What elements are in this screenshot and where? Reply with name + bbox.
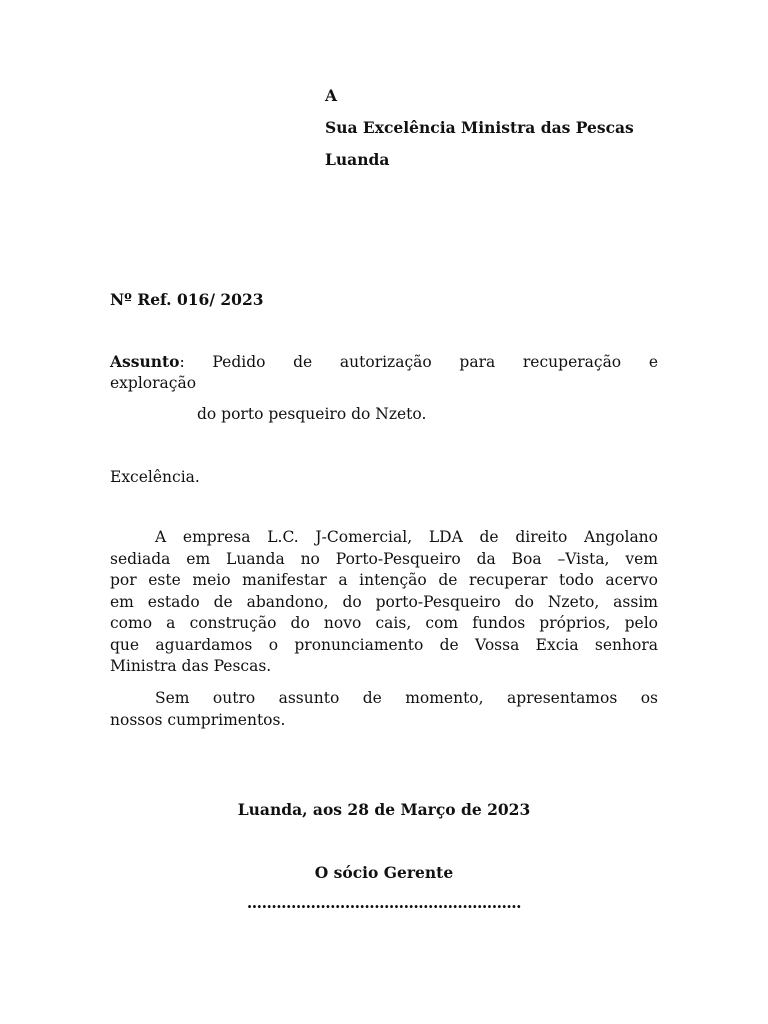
paragraph-line: nossos cumprimentos.: [110, 710, 286, 729]
subject-line-3: do porto pesqueiro do Nzeto.: [197, 405, 427, 423]
body-paragraph-2: [110, 688, 658, 731]
paragraph-line: como a construção do novo cais, com fundos próprios, pelo: [110, 614, 658, 632]
salutation: Excelência.: [110, 468, 200, 486]
subject-label: Assunto: [110, 352, 180, 371]
reference-number: Nº Ref. 016/ 2023: [110, 290, 264, 309]
recipient-city: Luanda: [325, 150, 390, 169]
paragraph-line: por este meio manifestar a intenção de recuperar todo acervo: [110, 571, 658, 589]
paragraph-line: Sem outro assunto de momento, apresentamos os: [155, 689, 658, 707]
place-and-date: Luanda, aos 28 de Março de 2023: [237, 800, 531, 819]
subject-text: : Pedido de autorização para recuperação e: [179, 353, 658, 371]
subject-block: [110, 351, 658, 394]
subject-line-1: [110, 351, 658, 373]
recipient-line-a: A: [325, 86, 338, 105]
paragraph-line: sediada em Luanda no Porto-Pesqueiro da Boa –Vista, vem: [110, 549, 658, 568]
signature-title: O sócio Gerente: [314, 863, 454, 882]
paragraph-line: que aguardamos o pronunciamento de Vossa Excia senhora: [110, 635, 658, 654]
body-paragraph-1: [110, 527, 658, 678]
recipient-title: Sua Excelência Ministra das Pescas: [325, 118, 634, 137]
paragraph-line: em estado de abandono, do porto-Pesqueiro do Nzeto, assim: [110, 592, 658, 611]
signature-line: ........................................................: [246, 893, 522, 912]
paragraph-line: A empresa L.C. J-Comercial, LDA de direito Angolano: [155, 528, 658, 546]
paragraph-line: Ministra das Pescas.: [110, 657, 272, 675]
subject-line-2: exploração: [110, 373, 197, 392]
